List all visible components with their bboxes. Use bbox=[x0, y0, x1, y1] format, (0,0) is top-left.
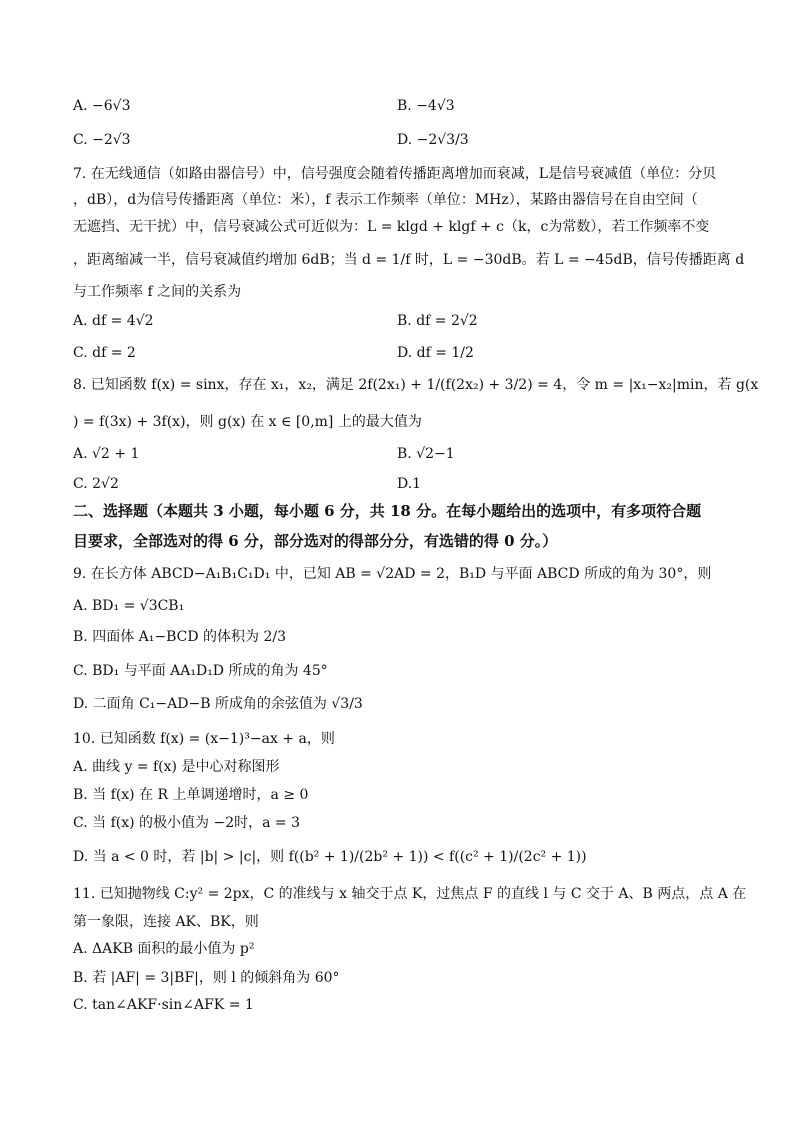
q6-option-d: D. −2√3/3 bbox=[397, 132, 469, 148]
q11-option-b: B. 若 |AF| = 3|BF|，则 l 的倾斜角为 60° bbox=[73, 970, 340, 986]
q10-stem: 10. 已知函数 f(x) = (x−1)³−ax + a，则 bbox=[73, 731, 335, 747]
q6-option-b: B. −4√3 bbox=[397, 98, 455, 114]
q10-option-d: D. 当 a < 0 时，若 |b| > |c|，则 f((b² + 1)/(2b² + 1)) < f((c² + 1)/(2c² + 1)) bbox=[73, 849, 587, 865]
q8-option-d: D.1 bbox=[397, 476, 422, 492]
q8-stem-line-2: ) = f(3x) + 3f(x)，则 g(x) 在 x ∈ [0,m] 上的最大值为 bbox=[73, 414, 422, 430]
q8-option-b: B. √2−1 bbox=[397, 446, 455, 462]
q11-stem-line-1: 11. 已知抛物线 C:y² = 2px，C 的准线与 x 轴交于点 K，过焦点 F 的直线 l 与 C 交于 A、B 两点，点 A 在 bbox=[73, 886, 747, 902]
q6-option-c: C. −2√3 bbox=[73, 132, 131, 148]
section-2-heading-line-1: 二、选择题（本题共 3 小题，每小题 6 分，共 18 分。在每小题给出的选项中，有多项符合题 bbox=[73, 502, 702, 520]
q7-stem-line-3: 无遮挡、无干扰）中，信号衰减公式可近似为：L = klgd + klgf + c（k，c为常数），若工作频率不变 bbox=[73, 219, 710, 235]
q6-option-a: A. −6√3 bbox=[73, 98, 131, 114]
q11-stem-line-2: 第一象限，连接 AK、BK，则 bbox=[73, 914, 259, 930]
q10-option-b: B. 当 f(x) 在 R 上单调递增时，a ≥ 0 bbox=[73, 787, 309, 803]
q7-option-d: D. df = 1/2 bbox=[397, 345, 474, 361]
q8-option-a: A. √2 + 1 bbox=[73, 446, 140, 462]
q10-option-c: C. 当 f(x) 的极小值为 −2时，a = 3 bbox=[73, 815, 300, 831]
q11-option-c: C. tan∠AKF·sin∠AFK = 1 bbox=[73, 997, 254, 1013]
q10-option-a: A. 曲线 y = f(x) 是中心对称图形 bbox=[73, 759, 280, 775]
section-2-heading-line-2: 目要求，全部选对的得 6 分，部分选对的得部分分，有选错的得 0 分。） bbox=[73, 532, 558, 550]
q11-option-a: A. ΔAKB 面积的最小值为 p² bbox=[73, 941, 255, 957]
q7-stem-line-1: 7. 在无线通信（如路由器信号）中，信号强度会随着传播距离增加而衰减，L是信号衰减值（单位：分贝 bbox=[73, 166, 717, 182]
q8-option-c: C. 2√2 bbox=[73, 476, 119, 492]
q7-stem-line-4: ，距离缩减一半，信号衰减值约增加 6dB；当 d = 1/f 时，L = −30dB。若 L = −45dB，信号传播距离 d bbox=[73, 252, 745, 268]
q7-option-b: B. df = 2√2 bbox=[397, 313, 478, 329]
q9-option-b: B. 四面体 A₁−BCD 的体积为 2/3 bbox=[73, 629, 287, 645]
q7-option-a: A. df = 4√2 bbox=[73, 313, 154, 329]
q8-stem-line-1: 8. 已知函数 f(x) = sinx，存在 x₁，x₂，满足 2f(2x₁) + 1/(f(2x₂) + 3/2) = 4，令 m = |x₁−x₂|min，若 g(x bbox=[73, 377, 759, 393]
q7-stem-line-2: ，dB），d为信号传播距离（单位：米），f 表示工作频率（单位：MHz），某路由器信号在自由空间（ bbox=[73, 192, 698, 208]
q7-stem-line-5: 与工作频率 f 之间的关系为 bbox=[73, 284, 242, 300]
q9-option-c: C. BD₁ 与平面 AA₁D₁D 所成的角为 45° bbox=[73, 663, 328, 679]
q9-stem: 9. 在长方体 ABCD−A₁B₁C₁D₁ 中，已知 AB = √2AD = 2，B₁D 与平面 ABCD 所成的角为 30°，则 bbox=[73, 566, 712, 582]
q7-option-c: C. df = 2 bbox=[73, 345, 136, 361]
q9-option-d: D. 二面角 C₁−AD−B 所成角的余弦值为 √3/3 bbox=[73, 696, 363, 712]
q9-option-a: A. BD₁ = √3CB₁ bbox=[73, 598, 185, 614]
